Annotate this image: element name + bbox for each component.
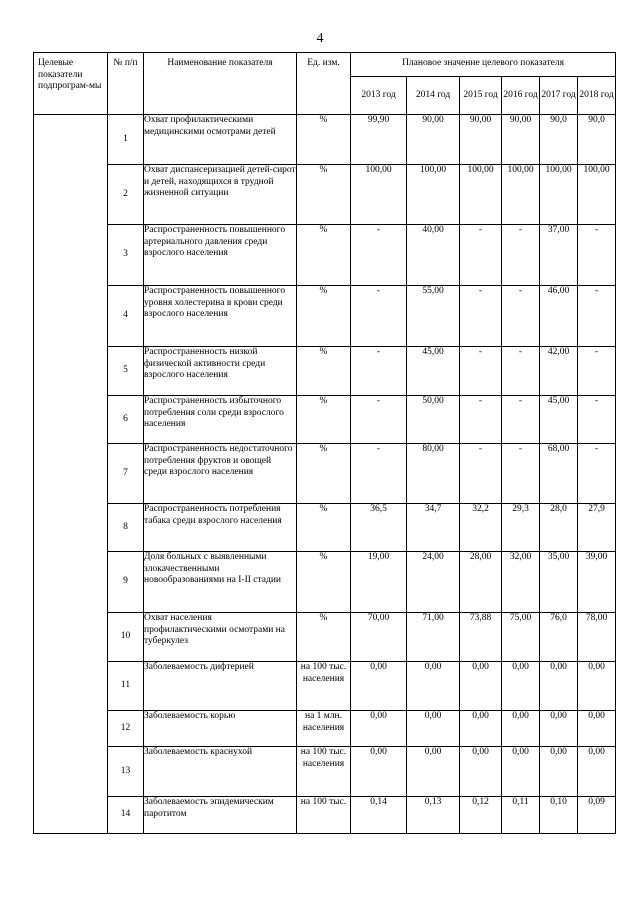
row-value: - xyxy=(351,444,407,504)
row-unit: на 100 тыс. xyxy=(297,797,351,834)
row-value: 29,3 xyxy=(502,504,540,552)
row-value: 0,00 xyxy=(540,662,578,711)
row-name: Распространенность избыточного потребления соли среди взрослого населения xyxy=(144,396,297,444)
row-value: 45,00 xyxy=(540,396,578,444)
row-value: 100,00 xyxy=(351,165,407,225)
row-value: 100,00 xyxy=(578,165,616,225)
row-value: 34,7 xyxy=(407,504,460,552)
row-value: 0,00 xyxy=(540,711,578,747)
row-value: - xyxy=(351,396,407,444)
row-value: 100,00 xyxy=(502,165,540,225)
table-row xyxy=(34,613,616,662)
row-num: 11 xyxy=(108,662,144,711)
table-row xyxy=(34,115,616,165)
row-name: Распространенность повышенного артериального давления среди взрослого населения xyxy=(144,225,297,286)
row-value: - xyxy=(578,396,616,444)
row-value: - xyxy=(502,444,540,504)
row-value: 68,00 xyxy=(540,444,578,504)
row-value: 0,00 xyxy=(460,747,502,797)
row-unit: % xyxy=(297,225,351,286)
row-value: - xyxy=(460,347,502,396)
row-value: 0,00 xyxy=(502,662,540,711)
row-value: 0,00 xyxy=(351,662,407,711)
row-value: 78,00 xyxy=(578,613,616,662)
row-value: 0,11 xyxy=(502,797,540,834)
row-num: 3 xyxy=(108,225,144,286)
row-unit: % xyxy=(297,115,351,165)
row-value: - xyxy=(351,225,407,286)
row-value: 28,00 xyxy=(460,552,502,613)
row-value: - xyxy=(460,444,502,504)
row-unit: % xyxy=(297,396,351,444)
table-row xyxy=(34,797,616,834)
table-row xyxy=(34,504,616,552)
header-year-2015: 2015 год xyxy=(460,77,502,115)
row-num: 10 xyxy=(108,613,144,662)
row-value: 0,00 xyxy=(407,711,460,747)
row-value: 40,00 xyxy=(407,225,460,286)
row-value: 90,00 xyxy=(407,115,460,165)
row-name: Охват населения профилактическими осмотрами на туберкулез xyxy=(144,613,297,662)
row-value: 50,00 xyxy=(407,396,460,444)
row-value: - xyxy=(502,286,540,347)
row-value: 0,00 xyxy=(502,711,540,747)
header-year-2016: 2016 год xyxy=(502,77,540,115)
row-value: 76,0 xyxy=(540,613,578,662)
row-name: Заболеваемость корью xyxy=(144,711,297,747)
row-num: 7 xyxy=(108,444,144,504)
row-value: 42,00 xyxy=(540,347,578,396)
row-unit: % xyxy=(297,286,351,347)
row-unit: % xyxy=(297,444,351,504)
row-unit: на 100 тыс. населения xyxy=(297,747,351,797)
row-value: 27,9 xyxy=(578,504,616,552)
goal-cell xyxy=(34,115,108,834)
row-value: 37,00 xyxy=(540,225,578,286)
row-value: 71,00 xyxy=(407,613,460,662)
header-year-2017: 2017 год xyxy=(540,77,578,115)
row-value: 0,00 xyxy=(502,747,540,797)
row-value: 90,0 xyxy=(540,115,578,165)
row-value: - xyxy=(502,225,540,286)
row-value: 90,00 xyxy=(460,115,502,165)
row-value: 55,00 xyxy=(407,286,460,347)
table-row xyxy=(34,662,616,711)
row-value: 0,10 xyxy=(540,797,578,834)
row-value: 100,00 xyxy=(460,165,502,225)
row-value: 24,00 xyxy=(407,552,460,613)
row-num: 2 xyxy=(108,165,144,225)
row-value: - xyxy=(578,444,616,504)
row-num: 14 xyxy=(108,797,144,834)
row-name: Заболеваемость дифтерией xyxy=(144,662,297,711)
row-value: 75,00 xyxy=(502,613,540,662)
row-value: 39,00 xyxy=(578,552,616,613)
row-value: 35,00 xyxy=(540,552,578,613)
row-value: 0,00 xyxy=(578,747,616,797)
row-name: Охват диспансеризацией детей-сирот и детей, находящихся в трудной жизненной ситуации xyxy=(144,165,297,225)
row-name: Охват профилактическими медицинскими осмотрами детей xyxy=(144,115,297,165)
row-num: 13 xyxy=(108,747,144,797)
row-unit: % xyxy=(297,552,351,613)
header-year-2013: 2013 год xyxy=(351,77,407,115)
row-value: 80,00 xyxy=(407,444,460,504)
row-num: 6 xyxy=(108,396,144,444)
row-num: 5 xyxy=(108,347,144,396)
row-value: - xyxy=(578,286,616,347)
row-value: 0,00 xyxy=(407,747,460,797)
row-name: Заболеваемость краснухой xyxy=(144,747,297,797)
row-name: Распространенность недостаточного потребления фруктов и овощей среди взрослого населения xyxy=(144,444,297,504)
row-value: 0,00 xyxy=(578,662,616,711)
table-row xyxy=(34,747,616,797)
row-value: - xyxy=(502,396,540,444)
table-row xyxy=(34,347,616,396)
row-value: 0,00 xyxy=(351,747,407,797)
header-year-2014: 2014 год xyxy=(407,77,460,115)
row-value: - xyxy=(502,347,540,396)
row-value: 99,90 xyxy=(351,115,407,165)
row-value: 100,00 xyxy=(407,165,460,225)
table-row xyxy=(34,444,616,504)
row-value: - xyxy=(460,396,502,444)
row-value: - xyxy=(578,347,616,396)
row-unit: % xyxy=(297,613,351,662)
row-name: Распространенность низкой физической активности среди взрослого населения xyxy=(144,347,297,396)
row-unit: % xyxy=(297,165,351,225)
row-num: 8 xyxy=(108,504,144,552)
row-value: 28,0 xyxy=(540,504,578,552)
header-goal: Целевые показатели подпрограм-мы xyxy=(34,53,108,115)
row-value: 0,12 xyxy=(460,797,502,834)
row-name: Распространенность повышенного уровня холестерина в крови среди взрослого населения xyxy=(144,286,297,347)
row-value: 46,00 xyxy=(540,286,578,347)
header-planned: Плановое значение целевого показателя xyxy=(351,53,616,77)
row-value: 36,5 xyxy=(351,504,407,552)
row-value: 90,00 xyxy=(502,115,540,165)
row-value: 0,00 xyxy=(460,662,502,711)
row-value: 0,00 xyxy=(540,747,578,797)
row-name: Заболеваемость эпидемическим паротитом xyxy=(144,797,297,834)
row-num: 4 xyxy=(108,286,144,347)
indicators-table xyxy=(33,52,616,834)
row-value: 32,00 xyxy=(502,552,540,613)
table-row xyxy=(34,552,616,613)
row-name: Доля больных с выявленными злокачественными новообразованиями на I-II стадии xyxy=(144,552,297,613)
header-year-2018: 2018 год xyxy=(578,77,616,115)
row-value: 0,00 xyxy=(578,711,616,747)
table-row xyxy=(34,286,616,347)
table-row xyxy=(34,165,616,225)
row-value: 0,13 xyxy=(407,797,460,834)
row-value: 90,0 xyxy=(578,115,616,165)
row-value: 70,00 xyxy=(351,613,407,662)
row-unit: % xyxy=(297,347,351,396)
table-row xyxy=(34,396,616,444)
row-value: - xyxy=(351,286,407,347)
page-number: 4 xyxy=(316,31,324,46)
row-value: 100,00 xyxy=(540,165,578,225)
header-num: № п/п xyxy=(108,53,144,115)
row-value: 0,00 xyxy=(407,662,460,711)
row-unit: на 1 млн. населения xyxy=(297,711,351,747)
row-value: - xyxy=(351,347,407,396)
row-value: 0,09 xyxy=(578,797,616,834)
row-num: 1 xyxy=(108,115,144,165)
row-num: 9 xyxy=(108,552,144,613)
table-row xyxy=(34,711,616,747)
header-name: Наименование показателя xyxy=(144,53,297,115)
row-unit: на 100 тыс. населения xyxy=(297,662,351,711)
row-value: 19,00 xyxy=(351,552,407,613)
row-value: 0,00 xyxy=(351,711,407,747)
row-value: 32,2 xyxy=(460,504,502,552)
row-num: 12 xyxy=(108,711,144,747)
row-name: Распространенность потребления табака среди взрослого населения xyxy=(144,504,297,552)
row-value: 0,14 xyxy=(351,797,407,834)
row-unit: % xyxy=(297,504,351,552)
row-value: 73,88 xyxy=(460,613,502,662)
header-unit: Ед. изм. xyxy=(297,53,351,115)
row-value: 45,00 xyxy=(407,347,460,396)
row-value: - xyxy=(460,286,502,347)
row-value: - xyxy=(578,225,616,286)
row-value: 0,00 xyxy=(460,711,502,747)
row-value: - xyxy=(460,225,502,286)
table-row xyxy=(34,225,616,286)
